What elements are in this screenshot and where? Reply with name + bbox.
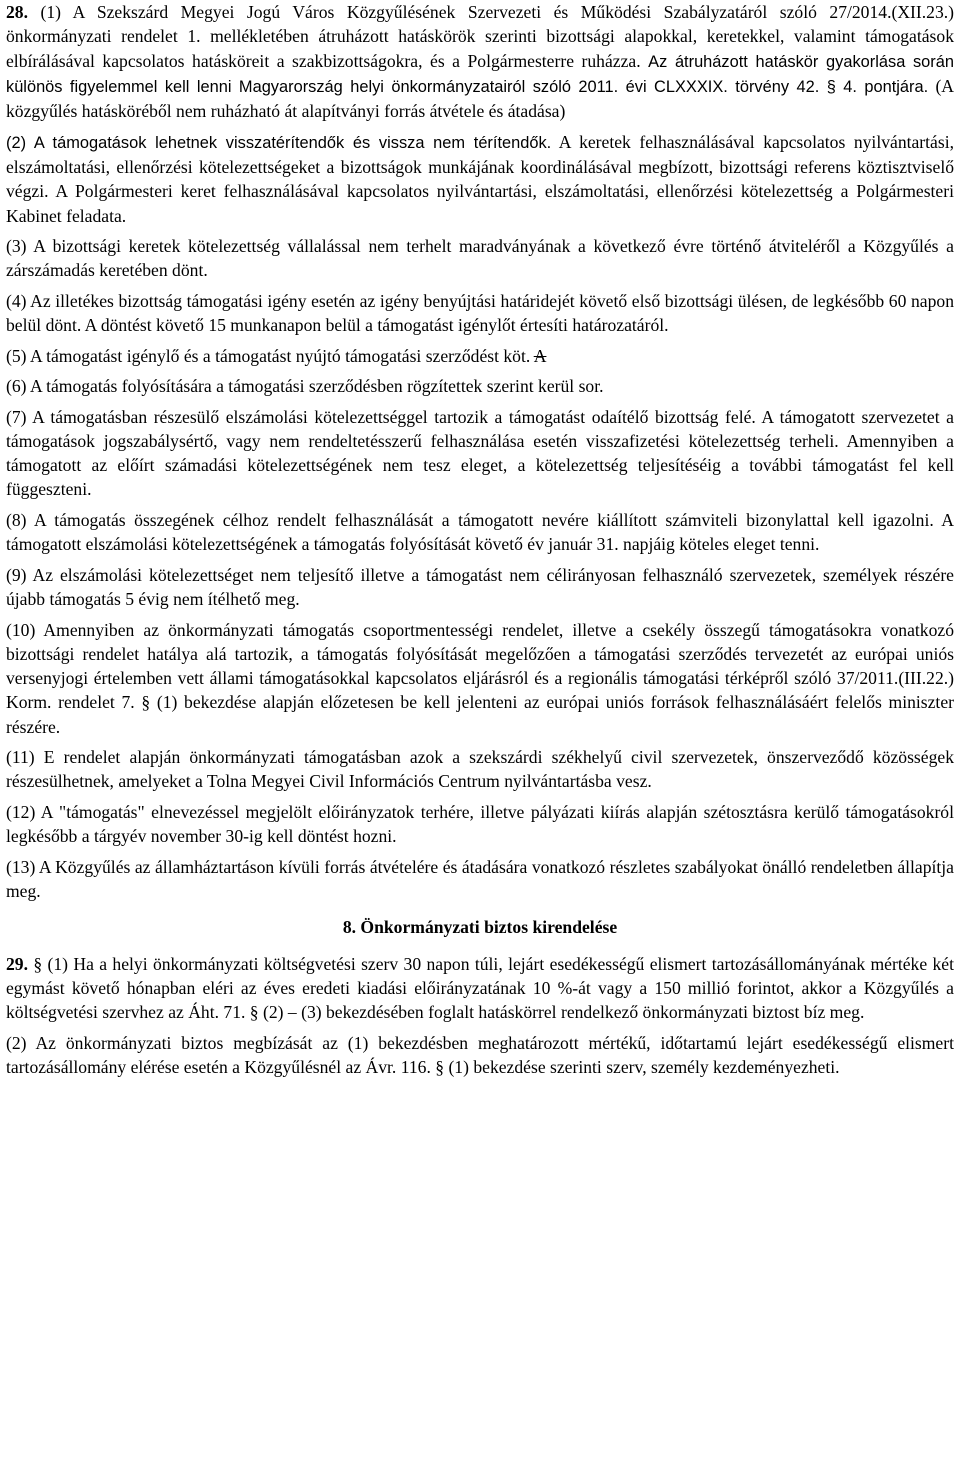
struck-text: A: [533, 345, 547, 366]
section-28-paragraph-2: [6, 130, 954, 228]
section-28-p2-text-b: A keretek felhasználásával kapcsolatos nyilvántartási, elszámoltatási, ellenőrzési kötelezettségeket a bizottságok munkájának koordinálásával megbízott, bizottsági referens köztisztviselő végzi. A Polgármesteri keret felhasználásával kapcsolatos nyilvántartási, elszámoltatási, ellenőrzési kötelezettség a Polgármesteri Kabinet feladata.: [6, 131, 955, 226]
section-28-number: 28.: [6, 2, 28, 22]
section-28-paragraph-3: (3) A bizottsági keretek kötelezettség vállalással nem terhelt maradványának a következő évre történő átviteléről a Közgyűlés a zárszámadás keretében dönt.: [6, 236, 954, 281]
section-28-p5-text: (5) A támogatást igénylő és a támogatást nyújtó támogatási szerződést köt.: [6, 345, 534, 366]
section-28-paragraph-12: (12) A "támogatás" elnevezéssel megjelölt előirányzatok terhére, illetve pályázati kiírás alapján szétosztásra kerülő támogatásokról legkésőbb a tárgyév november 30-ig kell döntést hozni.: [6, 801, 954, 847]
section-28-paragraph-9: (9) Az elszámolási kötelezettséget nem teljesítő illetve a támogatást nem célirányosan felhasználó szervezetek, személyek részére újabb támogatás 5 évig nem ítélhető meg.: [6, 564, 954, 610]
section-29-paragraph-1: [6, 952, 954, 1025]
section-28-p1-text-c: (A közgyűlés hatásköréből nem ruházható át alapítványi forrás átvétele és átadása): [6, 75, 955, 122]
section-28-p2-text-a: (2) A támogatások lehetnek visszatérítendők és vissza nem térítendők.: [6, 133, 552, 152]
section-28-paragraph-8: (8) A támogatás összegének célhoz rendelt felhasználását a támogatott nevére kiállított számviteli bizonylattal kell igazolni. A támogatott elszámolási kötelezettségének a támogatás folyósítását követő év január 31. napjáig köteles eleget tenni.: [6, 509, 954, 555]
section-28-paragraph-7: (7) A támogatásban részesülő elszámolási kötelezettséggel tartozik a támogatást odaítélő bizottság felé. A támogatott szervezetet a támogatások jogszabálysértő, vagy nem rendeltetésszerű felhasználása esetén visszafizetési kötelezettség terheli. Amennyiben a támogatott az előírt számadási kötelezettségének nem tesz eleget, a kötelezettség teljesítéséig a további támogatást fel kell függeszteni.: [6, 406, 954, 500]
section-28-p1-text-b: Az átruházott hatáskör gyakorlása során különös figyelemmel kell lenni Magyarország helyi önkormányzatairól szóló 2011. évi CLXXXIX. törvény 42. § 4. pontjára.: [6, 52, 954, 96]
section-28-paragraph-6: (6) A támogatás folyósítására a támogatási szerződésben rögzítettek szerint kerül sor.: [6, 376, 604, 397]
section-29-paragraph-2: (2) Az önkormányzati biztos megbízását az (1) bekezdésben meghatározott mértékű, időtartamú lejárt esedékességű elismert tartozásállomány elérése esetén a Közgyűlésnél az Ávr. 116. § (1) bekezdése szerinti szerv, személy kezdeményezheti.: [6, 1032, 954, 1078]
section-28-paragraph-11: (11) E rendelet alapján önkormányzati támogatásban azok a szekszárdi székhelyű civil szervezetek, önszerveződő közösségek részesülhetnek, amelyeket a Tolna Megyei Civil Információs Centrum nyilvántartásba vesz.: [6, 747, 954, 792]
section-29-number: 29.: [6, 953, 28, 974]
section-28-p1-text-a: (1) A Szekszárd Megyei Jogú Város Közgyűlésének Szervezeti és Működési Szabályzatáról szóló 27/2014.(XII.23.) önkormányzati rendelet 1. mellékletében átruházott hatáskörök szerinti bizottsági alapokkal, keretekkel, valamint támogatások elbírálásával kapcsolatos hatásköreit a szakbizottságokra, és a Polgármesterre ruházza.: [6, 2, 954, 71]
section-28-paragraph-10: (10) Amennyiben az önkormányzati támogatás csoportmentességi rendelet, illetve a csekély összegű támogatásokra vonatkozó bizottsági rendelet hatálya alá tartozik, a támogatás folyósítását megelőzően a támogatási szerződés tervezetét az európai uniós versenyjogi értelemben vett állami támogatásokkal kapcsolatos eljárásról és a regionális támogatási térképről szóló 37/2011.(III.22.) Korm. rendelet 7. § (1) bekezdése alapján előzetesen be kell jelenteni az európai uniós források felhasználásáért felelős miniszter részére.: [6, 619, 954, 737]
section-29-p1-text: § (1) Ha a helyi önkormányzati költségvetési szerv 30 napon túli, lejárt esedékességű elismert tartozásállományának mértéke két egymást követő hónapban eléri az éves eredeti kiadási előirányzatának 10 %-át vagy a 150 millió forintot, akkor a Közgyűlés a költségvetési szervhez az Áht. 71. § (2) – (3) bekezdésében foglalt hatáskörrel rendelkező önkormányzati biztost bíz meg.: [6, 953, 954, 1023]
section-28-paragraph-5: [6, 344, 954, 368]
document-page: [6, 0, 954, 1086]
section-28-paragraph-1: [6, 0, 954, 123]
section-28-paragraph-4: (4) Az illetékes bizottság támogatási igény esetén az igény benyújtási határidejét követő első bizottsági ülésen, de legkésőbb 60 napon belül dönt. A döntést követő 15 munkanapon belül a támogatást igénylőt értesíti határozatáról.: [6, 290, 954, 336]
chapter-heading: 8. Önkormányzati biztos kirendelése: [342, 917, 618, 938]
section-28-paragraph-13: (13) A Közgyűlés az államháztartáson kívüli forrás átvételére és átadására vonatkozó részletes szabályokat önálló rendeletben állapítja meg.: [6, 856, 954, 902]
